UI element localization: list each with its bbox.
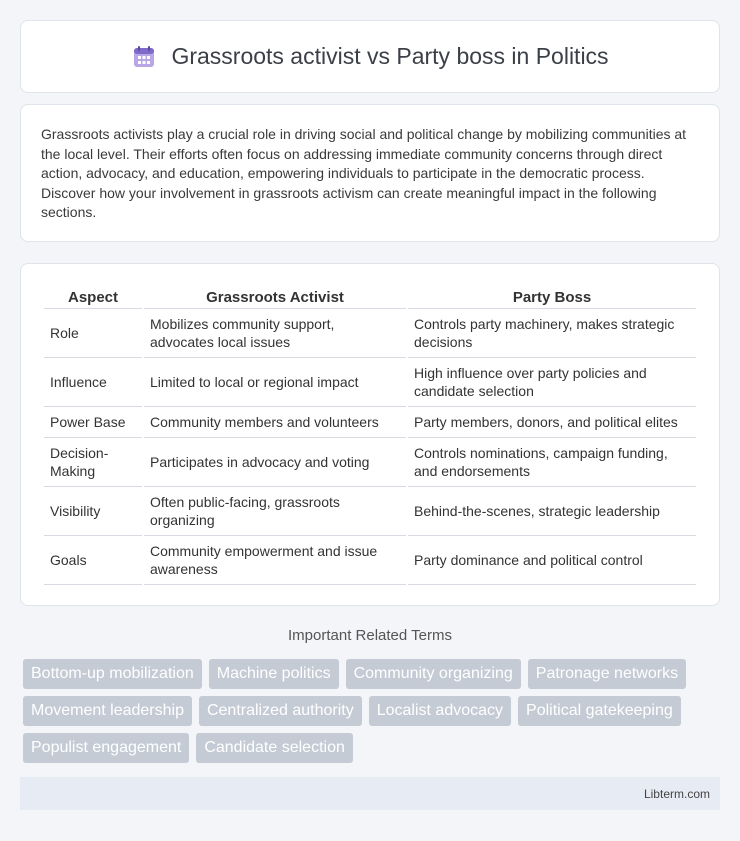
page-title: Grassroots activist vs Party boss in Politics [171, 43, 609, 69]
table-cell: Controls party machinery, makes strategic decisions [408, 309, 696, 358]
table-cell: Decision-Making [44, 438, 142, 487]
table-cell: Community empowerment and issue awareness [144, 536, 406, 585]
related-term-tag[interactable]: Centralized authority [199, 696, 362, 726]
table-row [44, 358, 696, 407]
table-cell: Behind-the-scenes, strategic leadership [408, 487, 696, 536]
related-terms-title: Important Related Terms [288, 627, 452, 644]
calendar-icon [131, 44, 157, 70]
table-row [44, 309, 696, 358]
footer [20, 777, 720, 810]
table-cell: Participates in advocacy and voting [144, 438, 406, 487]
table-cell: Party dominance and political control [408, 536, 696, 585]
table-cell: Power Base [44, 407, 142, 438]
column-header-activist: Grassroots Activist [144, 284, 406, 309]
table-cell: Influence [44, 358, 142, 407]
table-cell: Role [44, 309, 142, 358]
related-term-tag[interactable]: Candidate selection [196, 733, 353, 763]
table-cell: High influence over party policies and candidate selection [408, 358, 696, 407]
table-cell: Controls nominations, campaign funding, and endorsements [408, 438, 696, 487]
related-term-tag[interactable]: Community organizing [346, 659, 521, 689]
intro-text: Grassroots activists play a crucial role in driving social and political change by mobilizing communities at the local level. Their efforts often focus on addressing immediate community concerns through direct action, advocacy, and education, empowering individuals to participate in the democratic process. Discover how your involvement in grassroots activism can create meaningful impact in the following sections. [41, 126, 687, 220]
related-term-tag[interactable]: Machine politics [209, 659, 339, 689]
table-row [44, 407, 696, 438]
column-header-aspect: Aspect [44, 284, 142, 309]
table-row [44, 438, 696, 487]
table-cell: Party members, donors, and political elites [408, 407, 696, 438]
related-term-tag[interactable]: Political gatekeeping [518, 696, 681, 726]
table-cell: Community members and volunteers [144, 407, 406, 438]
related-terms-list [23, 659, 723, 763]
table-header-row [44, 284, 696, 309]
table-cell: Visibility [44, 487, 142, 536]
table-row [44, 487, 696, 536]
comparison-table-card [20, 263, 720, 606]
header-card [20, 20, 720, 93]
table-cell: Goals [44, 536, 142, 585]
footer-site-link[interactable]: Libterm.com [643, 786, 710, 801]
comparison-table [42, 284, 698, 585]
related-term-tag[interactable]: Bottom-up mobilization [23, 659, 202, 689]
table-cell: Often public-facing, grassroots organizing [144, 487, 406, 536]
related-term-tag[interactable]: Movement leadership [23, 696, 192, 726]
column-header-party-boss: Party Boss [408, 284, 696, 309]
table-cell: Mobilizes community support, advocates local issues [144, 309, 406, 358]
related-term-tag[interactable]: Patronage networks [528, 659, 686, 689]
table-cell: Limited to local or regional impact [144, 358, 406, 407]
table-row [44, 536, 696, 585]
related-term-tag[interactable]: Populist engagement [23, 733, 189, 763]
related-term-tag[interactable]: Localist advocacy [369, 696, 511, 726]
intro-card [20, 104, 720, 242]
